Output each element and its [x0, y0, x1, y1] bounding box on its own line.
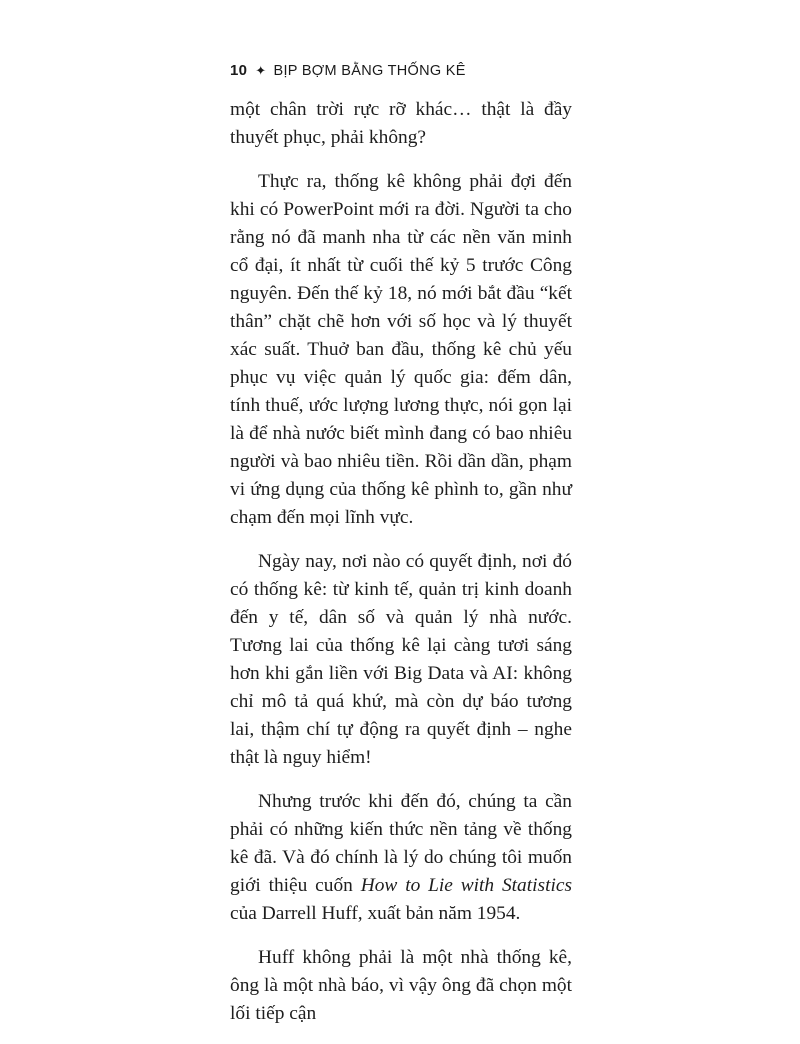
paragraph-book-intro-start: Nhưng trước khi đến đó, chúng ta cần phải có những kiến thức nền tảng về thống kê đã. Và đó chính là lý do chúng tôi muốn giới thiệu cuốn	[230, 791, 572, 896]
page-body	[230, 96, 572, 1044]
paragraph-book-intro-end: của Darrell Huff, xuất bản năm 1954.	[230, 903, 521, 924]
paragraph-history: Thực ra, thống kê không phải đợi đến khi có PowerPoint mới ra đời. Người ta cho rằng nó đã manh nha từ các nền văn minh cổ đại, ít nhất từ cuối thế kỷ 5 trước Công nguyên. Đến thế kỷ 18, nó mới bắt đầu “kết thân” chặt chẽ hơn với số học và lý thuyết xác suất. Thuở ban đầu, thống kê chủ yếu phục vụ việc quản lý quốc gia: đếm dân, tính thuế, ước lượng lương thực, nói gọn lại là để nhà nước biết mình đang có bao nhiêu người và bao nhiêu tiền. Rồi dần dần, phạm vi ứng dụng của thống kê phình to, gần như chạm đến mọi lĩnh vực.	[230, 171, 572, 528]
page-number: 10	[230, 62, 248, 79]
paragraph-huff: Huff không phải là một nhà thống kê, ông là một nhà báo, vì vậy ông đã chọn một lối tiếp cận	[230, 947, 572, 1024]
four-point-star-icon: ✦	[255, 62, 267, 78]
paragraph-book-intro	[230, 788, 572, 928]
paragraph-today: Ngày nay, nơi nào có quyết định, nơi đó có thống kê: từ kinh tế, quản trị kinh doanh đến y tế, dân số và quản lý nhà nước. Tương lai của thống kê lại càng tươi sáng hơn khi gắn liền với Big Data và AI: không chỉ mô tả quá khứ, mà còn dự báo tương lai, thậm chí tự động ra quyết định – nghe thật là nguy hiểm!	[230, 551, 572, 768]
running-header	[230, 62, 466, 79]
paragraph-continuation: một chân trời rực rỡ khác… thật là đầy thuyết phục, phải không?	[230, 99, 572, 148]
book-title: BỊP BỢM BẰNG THỐNG KÊ	[273, 62, 466, 79]
book-reference-title: How to Lie with Statistics	[360, 875, 572, 896]
